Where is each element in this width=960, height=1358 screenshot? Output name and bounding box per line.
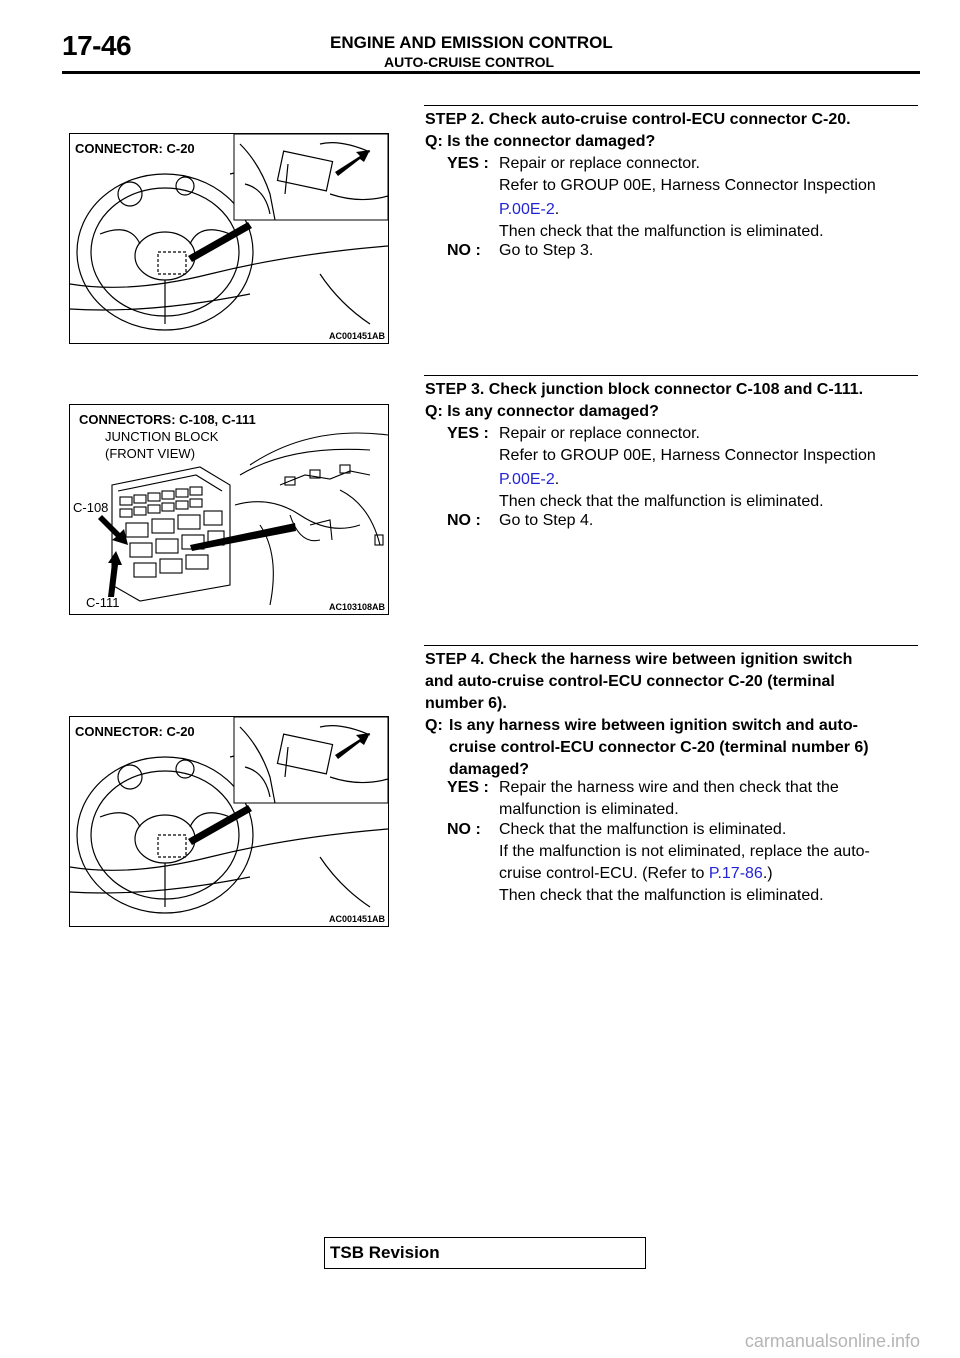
step-title: STEP 3. Check junction block connector C-108 and C-111.: [425, 381, 864, 398]
question-line: damaged?: [449, 761, 530, 778]
figure-label: CONNECTOR: C-20: [75, 141, 195, 156]
no-answer: [447, 240, 920, 262]
question-prefix: Q:: [425, 717, 443, 734]
answer-line: Go to Step 4.: [499, 512, 594, 529]
steering-wheel-illustration: [70, 134, 388, 343]
answer-line: Repair or replace connector.: [499, 155, 700, 172]
yes-answer: [447, 423, 920, 513]
figure-code: AC001451AB: [328, 331, 385, 341]
yes-key: YES :: [447, 779, 489, 796]
c108-label: C-108: [73, 500, 109, 515]
question-line: Is any harness wire between ignition switch and auto-: [449, 717, 858, 734]
answer-line: Refer to GROUP 00E, Harness Connector Inspection: [499, 177, 876, 194]
figure-connector-c20-step4: [69, 716, 389, 927]
reference-link[interactable]: P.00E-2: [499, 471, 555, 488]
yes-key: YES :: [447, 425, 489, 442]
c111-label: C-111: [86, 595, 120, 610]
question-prefix: Q:: [425, 133, 443, 150]
answer-line: Repair the harness wire and then check that the: [499, 779, 839, 796]
reference-link[interactable]: P.17-86: [708, 865, 763, 882]
question-text: Is any connector damaged?: [447, 403, 659, 420]
step-title: STEP 2. Check auto-cruise control-ECU connector C-20.: [425, 111, 851, 128]
step-title-line: STEP 4. Check the harness wire between ignition switch: [425, 651, 853, 668]
link-suffix: .): [762, 865, 773, 882]
figure-connector-c20-step2: [69, 133, 389, 344]
yes-key: YES :: [447, 155, 489, 172]
page-number: 17-46: [62, 30, 132, 61]
no-key: NO :: [447, 512, 481, 529]
steering-wheel-illustration: [70, 717, 388, 926]
figure-label: CONNECTOR: C-20: [75, 724, 195, 739]
answer-line: Repair or replace connector.: [499, 425, 700, 442]
answer-line: malfunction is eliminated.: [499, 801, 679, 818]
no-answer: [447, 819, 920, 907]
answer-line: Then check that the malfunction is eliminated.: [499, 493, 824, 510]
step-rule: [424, 645, 918, 646]
front-view-label: (FRONT VIEW): [105, 446, 196, 461]
tsb-revision-box: [324, 1237, 646, 1269]
answer-line: Then check that the malfunction is eliminated.: [499, 887, 824, 904]
no-key: NO :: [447, 242, 481, 259]
header-rule: [62, 71, 920, 74]
section-subtitle: AUTO-CRUISE CONTROL: [384, 54, 555, 70]
link-suffix: .: [554, 201, 560, 218]
yes-answer: [447, 153, 920, 243]
figure-label: CONNECTORS: C-108, C-111: [79, 412, 256, 427]
question-line: cruise control-ECU connector C-20 (terminal number 6): [449, 739, 869, 756]
step-rule: [424, 105, 918, 106]
answer-line: Then check that the malfunction is eliminated.: [499, 223, 824, 240]
step-rule: [424, 375, 918, 376]
reference-link[interactable]: P.00E-2: [499, 201, 555, 218]
junction-block-label: JUNCTION BLOCK: [105, 429, 219, 444]
watermark: carmanualsonline.info: [744, 1331, 920, 1351]
step-question: [425, 131, 920, 153]
tsb-revision-label: TSB Revision: [330, 1243, 440, 1262]
step-question: [425, 401, 920, 423]
answer-line: Refer to GROUP 00E, Harness Connector Inspection: [499, 447, 876, 464]
step-title-line: number 6).: [425, 695, 507, 712]
answer-line: Go to Step 3.: [499, 242, 594, 259]
answer-line: If the malfunction is not eliminated, replace the auto-: [499, 843, 870, 860]
no-answer: [447, 510, 920, 532]
link-suffix: .: [554, 471, 560, 488]
figure-code: AC001451AB: [328, 914, 385, 924]
answer-line-prefix: cruise control-ECU. (Refer to: [499, 865, 709, 882]
section-title: ENGINE AND EMISSION CONTROL: [330, 33, 613, 52]
figure-junction-block: [69, 404, 389, 615]
step-title-line: and auto-cruise control-ECU connector C-20 (terminal: [425, 673, 835, 690]
yes-answer: [447, 777, 920, 821]
figure-code: AC103108AB: [328, 602, 385, 612]
no-key: NO :: [447, 821, 481, 838]
question-prefix: Q:: [425, 403, 443, 420]
step-title: [425, 649, 920, 715]
step-question: [425, 715, 920, 781]
question-text: Is the connector damaged?: [447, 133, 656, 150]
answer-line: Check that the malfunction is eliminated.: [499, 821, 787, 838]
